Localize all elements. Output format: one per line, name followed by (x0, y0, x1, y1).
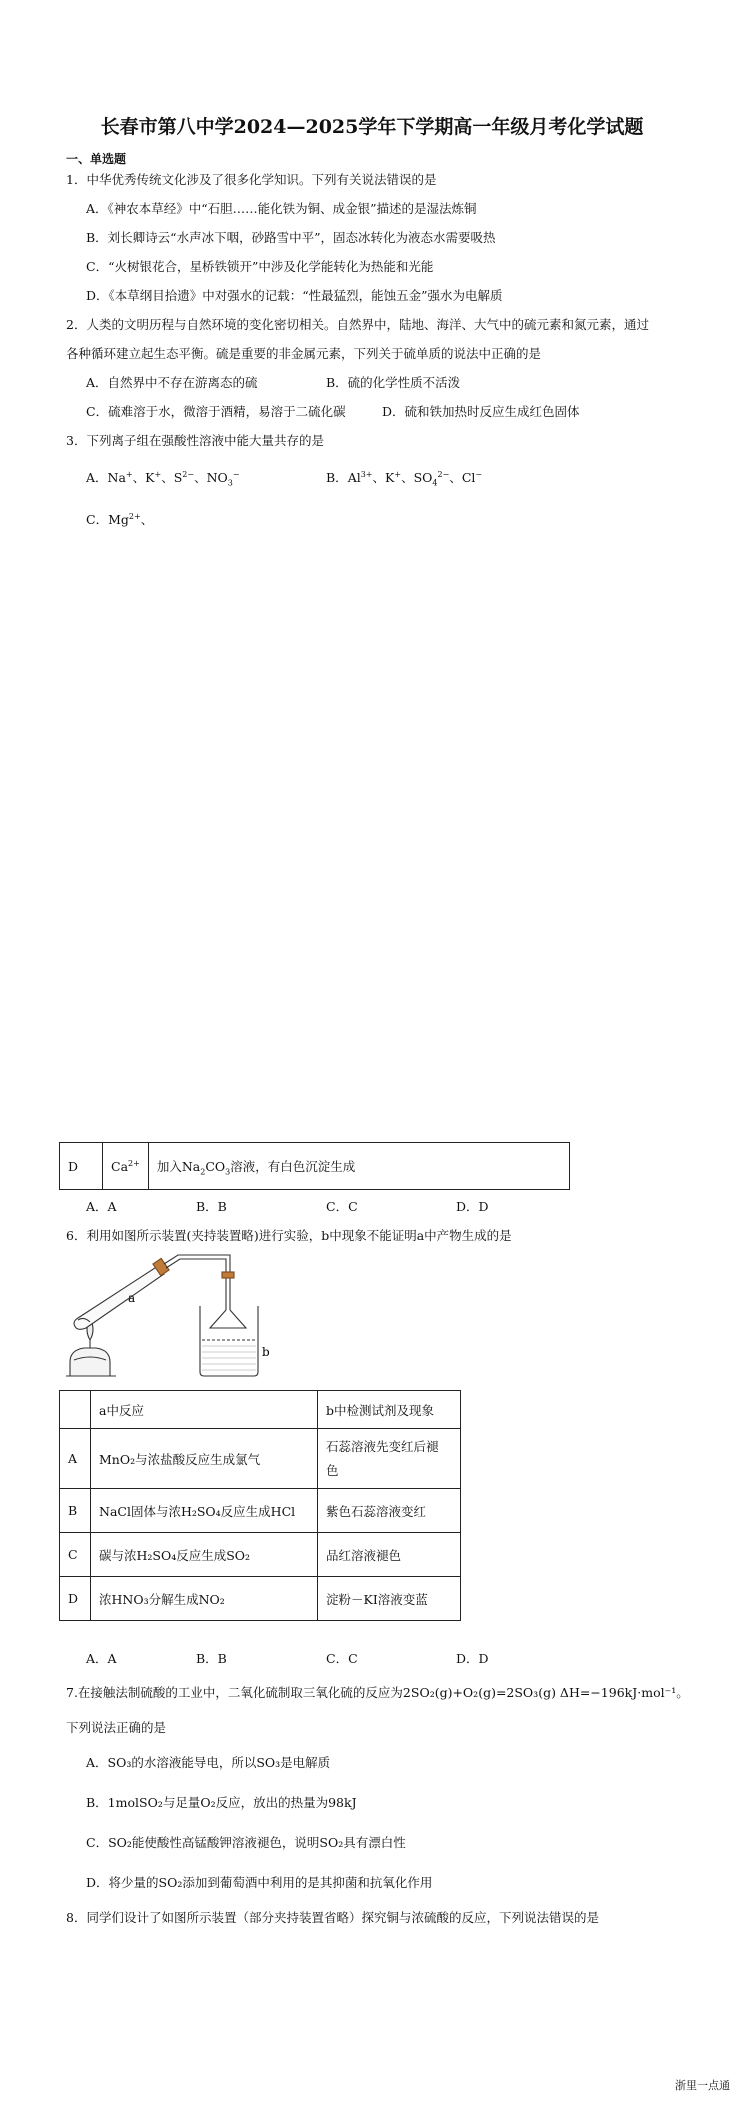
table-row (60, 1533, 461, 1577)
q6-apparatus-figure (60, 1250, 290, 1380)
q6-row-reaction: 浓HNO₃分解生成NO₂ (91, 1577, 318, 1621)
q3-option-b: B．$Al^{3+}$、K+、$SO_4^{2-}$、Cl− (326, 469, 483, 488)
q7-option-a: A．SO₃的水溶液能导电，所以SO₃是电解质 (86, 1755, 331, 1770)
page-title: 长春市第八中学2024—2025学年下学期高一年级月考化学试题 (100, 116, 644, 138)
q5-option-c: C．C (326, 1199, 358, 1214)
q5-row-ion: $Ca^{2+}$ (103, 1143, 149, 1190)
q1-option-a: A．《神农本草经》中“石胆……能化铁为铜、成金银”描述的是湿法炼铜 (86, 201, 477, 216)
q6-row-reaction: MnO₂与浓盐酸反应生成氯气 (91, 1429, 318, 1489)
table-row (60, 1429, 461, 1489)
q6-header-a: a中反应 (91, 1391, 318, 1429)
q7-option-c: C．SO₂能使酸性高锰酸钾溶液褪色，说明SO₂具有漂白性 (86, 1835, 406, 1850)
q2-option-c: C．硫难溶于水，微溶于酒精，易溶于二硫化碳 (86, 404, 346, 419)
q5-option-b: B．B (196, 1199, 227, 1214)
q7-stem-line1: 7.在接触法制硫酸的工业中，二氧化硫制取三氧化硫的反应为2SO₂(g)+O₂(g)=2SO₃(g) ΔH=−196kJ·mol⁻¹。 (66, 1685, 689, 1700)
q3-option-a: A．Na+、K+、$S^{2-}$、$NO_3^-$ (86, 469, 240, 488)
q6-row-test: 石蕊溶液先变红后褪 色 (318, 1429, 461, 1489)
q6-row-test: 紫色石蕊溶液变红 (318, 1489, 461, 1533)
q6-row-test: 淀粉－KI溶液变蓝 (318, 1577, 461, 1621)
q7-stem-line2: 下列说法正确的是 (66, 1720, 167, 1735)
q5-option-a: A．A (86, 1199, 117, 1214)
q6-row-label: D (60, 1577, 91, 1621)
q2-option-b: B．硫的化学性质不活泼 (326, 375, 461, 390)
q5-table-row-d (59, 1142, 570, 1190)
q1-stem: 1．中华优秀传统文化涉及了很多化学知识。下列有关说法错误的是 (66, 172, 437, 187)
q6-header-b: b中检测试剂及现象 (318, 1391, 461, 1429)
q2-stem-line1: 2．人类的文明历程与自然环境的变化密切相关。自然界中，陆地、海洋、大气中的硫元素和氮元素，通过 (66, 317, 649, 332)
section-heading: 一、单选题 (66, 152, 127, 166)
q6-option-b: B．B (196, 1651, 227, 1666)
q6-row-label: A (60, 1429, 91, 1489)
q6-row-label: B (60, 1489, 91, 1533)
q6-row-reaction: NaCl固体与浓H₂SO₄反应生成HCl (91, 1489, 318, 1533)
fig-label-b: b (262, 1345, 270, 1359)
q2-stem-line2: 各种循环建立起生态平衡。硫是重要的非金属元素，下列关于硫单质的说法中正确的是 (66, 346, 542, 361)
q6-row-label: C (60, 1533, 91, 1577)
q2-option-a: A．自然界中不存在游离态的硫 (86, 375, 258, 390)
q5-option-d: D．D (456, 1199, 489, 1214)
footer-watermark: 浙里一点通 (675, 2079, 730, 2092)
q5-row-label: D (60, 1143, 103, 1190)
table-row (60, 1577, 461, 1621)
table-row (60, 1489, 461, 1533)
fig-label-a: a (128, 1291, 136, 1305)
q1-option-b: B．刘长卿诗云“水声冰下咽，砂路雪中平”，固态冰转化为液态水需要吸热 (86, 230, 496, 245)
q3-option-c: C．$Mg^{2+}$、 (86, 511, 154, 527)
q6-option-a: A．A (86, 1651, 117, 1666)
q6-row-test: 品红溶液褪色 (318, 1533, 461, 1577)
q6-option-c: C．C (326, 1651, 358, 1666)
q5-row-text: 加入$Na_2CO_3$溶液，有白色沉淀生成 (148, 1143, 569, 1190)
q6-stem: 6．利用如图所示装置(夹持装置略)进行实验，b中现象不能证明a中产物生成的是 (66, 1228, 512, 1243)
q8-stem: 8．同学们设计了如图所示装置（部分夹持装置省略）探究铜与浓硫酸的反应，下列说法错误的是 (66, 1910, 599, 1925)
q2-option-d: D．硫和铁加热时反应生成红色固体 (382, 404, 580, 419)
q6-option-d: D．D (456, 1651, 489, 1666)
q6-row-reaction: 碳与浓H₂SO₄反应生成SO₂ (91, 1533, 318, 1577)
q6-table (59, 1390, 461, 1621)
q7-option-d: D．将少量的SO₂添加到葡萄酒中利用的是其抑菌和抗氧化作用 (86, 1875, 433, 1890)
q7-option-b: B．1molSO₂与足量O₂反应，放出的热量为98kJ (86, 1795, 357, 1810)
q1-option-d: D．《本草纲目拾遗》中对强水的记载：“性最猛烈，能蚀五金”强水为电解质 (86, 288, 503, 303)
q6-header-blank (60, 1391, 91, 1429)
q1-option-c: C．“火树银花合，星桥铁锁开”中涉及化学能转化为热能和光能 (86, 259, 434, 274)
q3-stem: 3．下列离子组在强酸性溶液中能大量共存的是 (66, 433, 324, 448)
